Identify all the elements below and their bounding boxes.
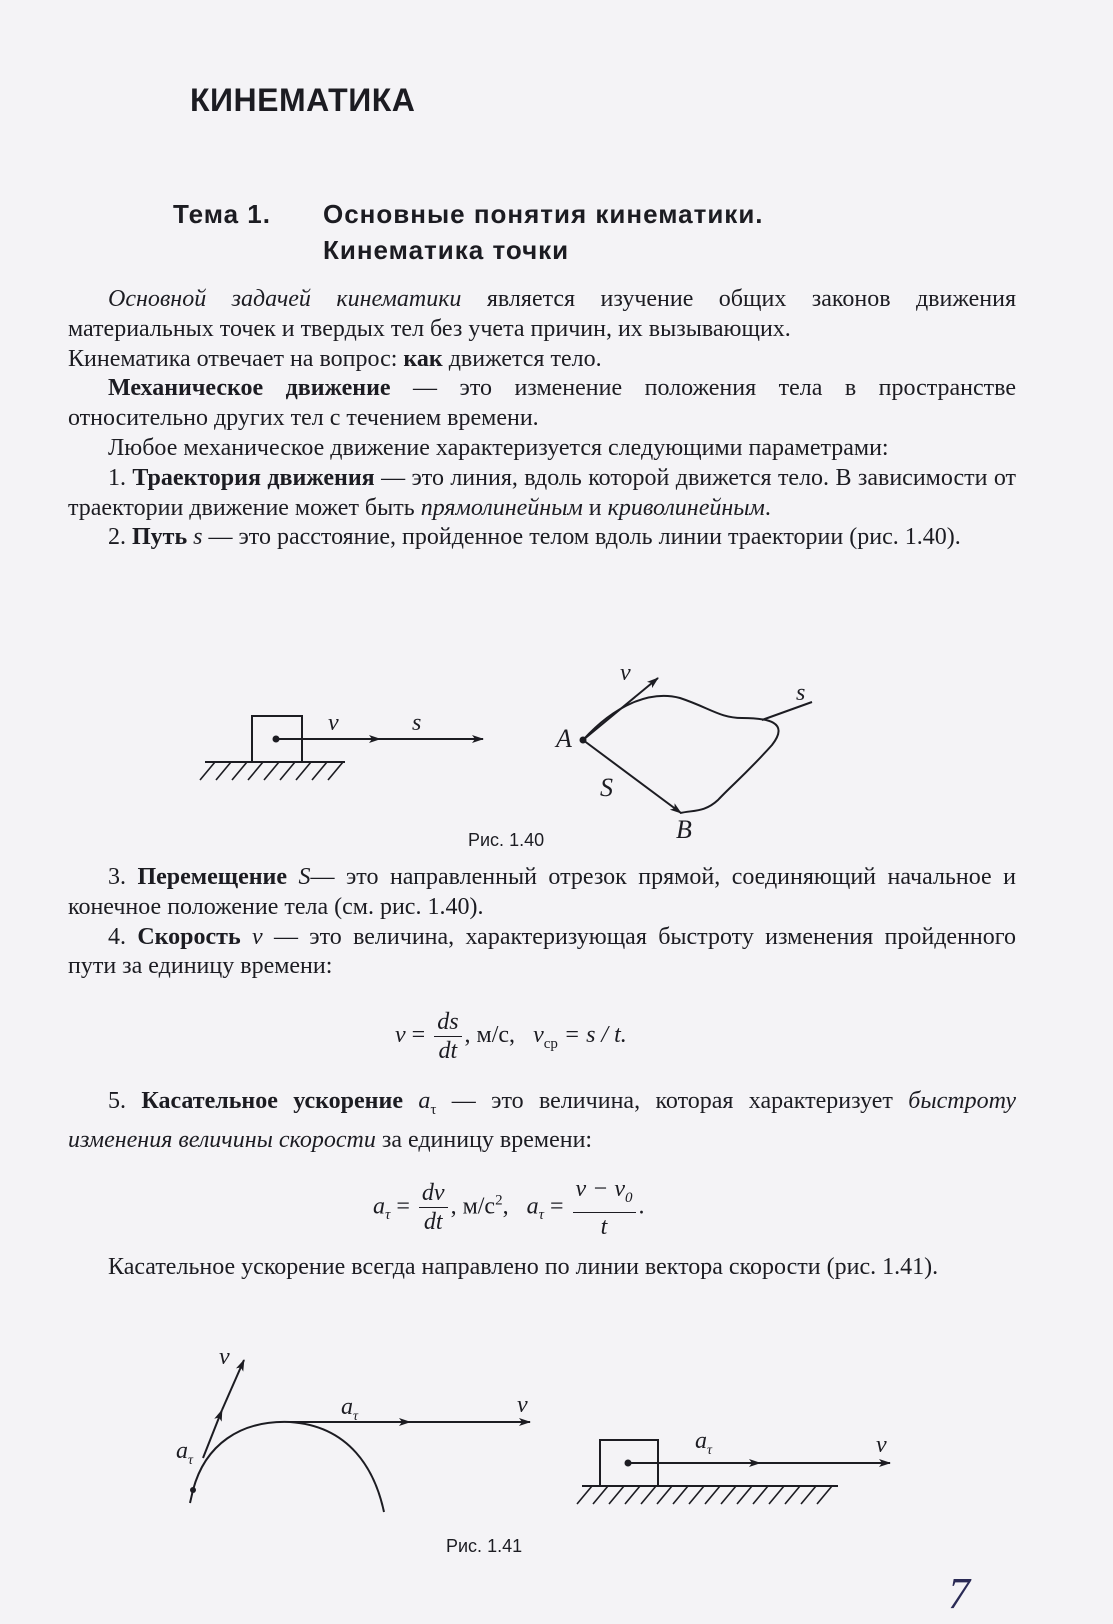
label-v: v bbox=[620, 660, 631, 686]
item-1: 1. Траектория движения — это линия, вдоль которой движется тело. В зависимости от траектории движение может быть прямолинейным и криволинейным. bbox=[68, 464, 1017, 521]
velocity-vector bbox=[583, 678, 658, 740]
intro-paragraph-1b: Кинематика отвечает на вопрос: как движется тело. bbox=[68, 345, 602, 372]
items-3-4 bbox=[68, 863, 1016, 982]
fraction-dv-dt: $\frac{dv}{dt}$ bbox=[419, 1179, 448, 1236]
figure-1-40 bbox=[0, 650, 1113, 860]
item-3: 3. Перемещение S— это направленный отрезок прямой, соединяющий начальное и конечное положение тела (см. рис. 1.40). bbox=[68, 864, 1016, 920]
item-4: 4. Скорость v — это величина, характеризующая быстроту изменения пройденного пути за единицу времени: bbox=[68, 923, 1016, 980]
figure-1-40-caption: Рис. 1.40 bbox=[468, 830, 545, 850]
item-5: 5. Касательное ускорение $a_\tau$ — это величина, которая характеризует быстроту изменения величины скорости за единицу времени: bbox=[68, 1088, 1016, 1153]
intro-paragraph-2: Механическое движение — это изменение положения тела в пространстве относительно других тел с течением времени. bbox=[68, 375, 1017, 432]
label-v: v bbox=[517, 1392, 528, 1418]
tangential-note: Касательное ускорение всегда направлено по линии вектора скорости (рис. 1.41). bbox=[108, 1254, 939, 1280]
topic-title-line2: Кинематика точки bbox=[323, 235, 570, 265]
label-s: s bbox=[796, 680, 806, 706]
label-v: v bbox=[876, 1432, 887, 1458]
figure-1-41-caption: Рис. 1.41 bbox=[446, 1536, 523, 1556]
label-s: s bbox=[412, 710, 422, 736]
label-point-a: A bbox=[556, 724, 572, 753]
figure-1-41 bbox=[0, 1340, 1113, 1530]
acceleration-formula: $a_\tau$ = $\frac{dv}{dt}$ , $м/с^2$, $a_\tau$ = $\frac{v - v_0}{t}$ . bbox=[373, 1176, 645, 1240]
item-2: 2. Путь s — это расстояние, пройденное телом вдоль линии траектории (рис. 1.40). bbox=[108, 524, 961, 551]
topic-heading bbox=[173, 196, 933, 268]
label-v: v bbox=[328, 710, 339, 736]
page-number-handwritten: 7 bbox=[948, 1569, 970, 1618]
label-displacement: S bbox=[600, 773, 613, 802]
label-v: v bbox=[219, 1344, 230, 1370]
paragraph-after-formula bbox=[68, 1253, 1016, 1283]
intro-block bbox=[68, 285, 1016, 553]
topic-title-line1: Основные понятия кинематики. bbox=[323, 199, 764, 229]
block-on-ground bbox=[200, 710, 483, 780]
topic-number: Тема 1. bbox=[173, 199, 271, 229]
item-5-block bbox=[68, 1087, 1016, 1155]
trajectory-diagram bbox=[554, 660, 812, 844]
intro-paragraph-1: Основной задачей кинематики является изучение общих законов движения материальных точек и твердых тел без учета причин, их вызывающих. bbox=[68, 286, 1016, 342]
label-a-tau: $a_\tau$ bbox=[341, 1394, 359, 1424]
label-a-tau: $a_\tau$ bbox=[695, 1428, 713, 1458]
chapter-heading: КИНЕМАТИКА bbox=[190, 82, 416, 118]
velocity-formula: v = $\frac{ds}{dt}$ , м/с, $v_{ср} = s / t$. bbox=[395, 1009, 627, 1064]
displacement-vector bbox=[583, 740, 681, 813]
intro-paragraph-3: Любое механическое движение характеризуется следующими параметрами: bbox=[108, 434, 889, 461]
fraction-ds-dt: $\frac{ds}{dt}$ bbox=[434, 1008, 461, 1065]
curved-path-diagram bbox=[176, 1344, 530, 1512]
label-a-tau: $a_\tau$ bbox=[176, 1438, 194, 1468]
arc-trajectory bbox=[193, 1422, 384, 1512]
fraction-v-v0-t: $\frac{v - v_0}{t}$ bbox=[573, 1175, 636, 1241]
block-acceleration-diagram bbox=[577, 1428, 890, 1504]
label-point-b: B bbox=[676, 815, 692, 844]
